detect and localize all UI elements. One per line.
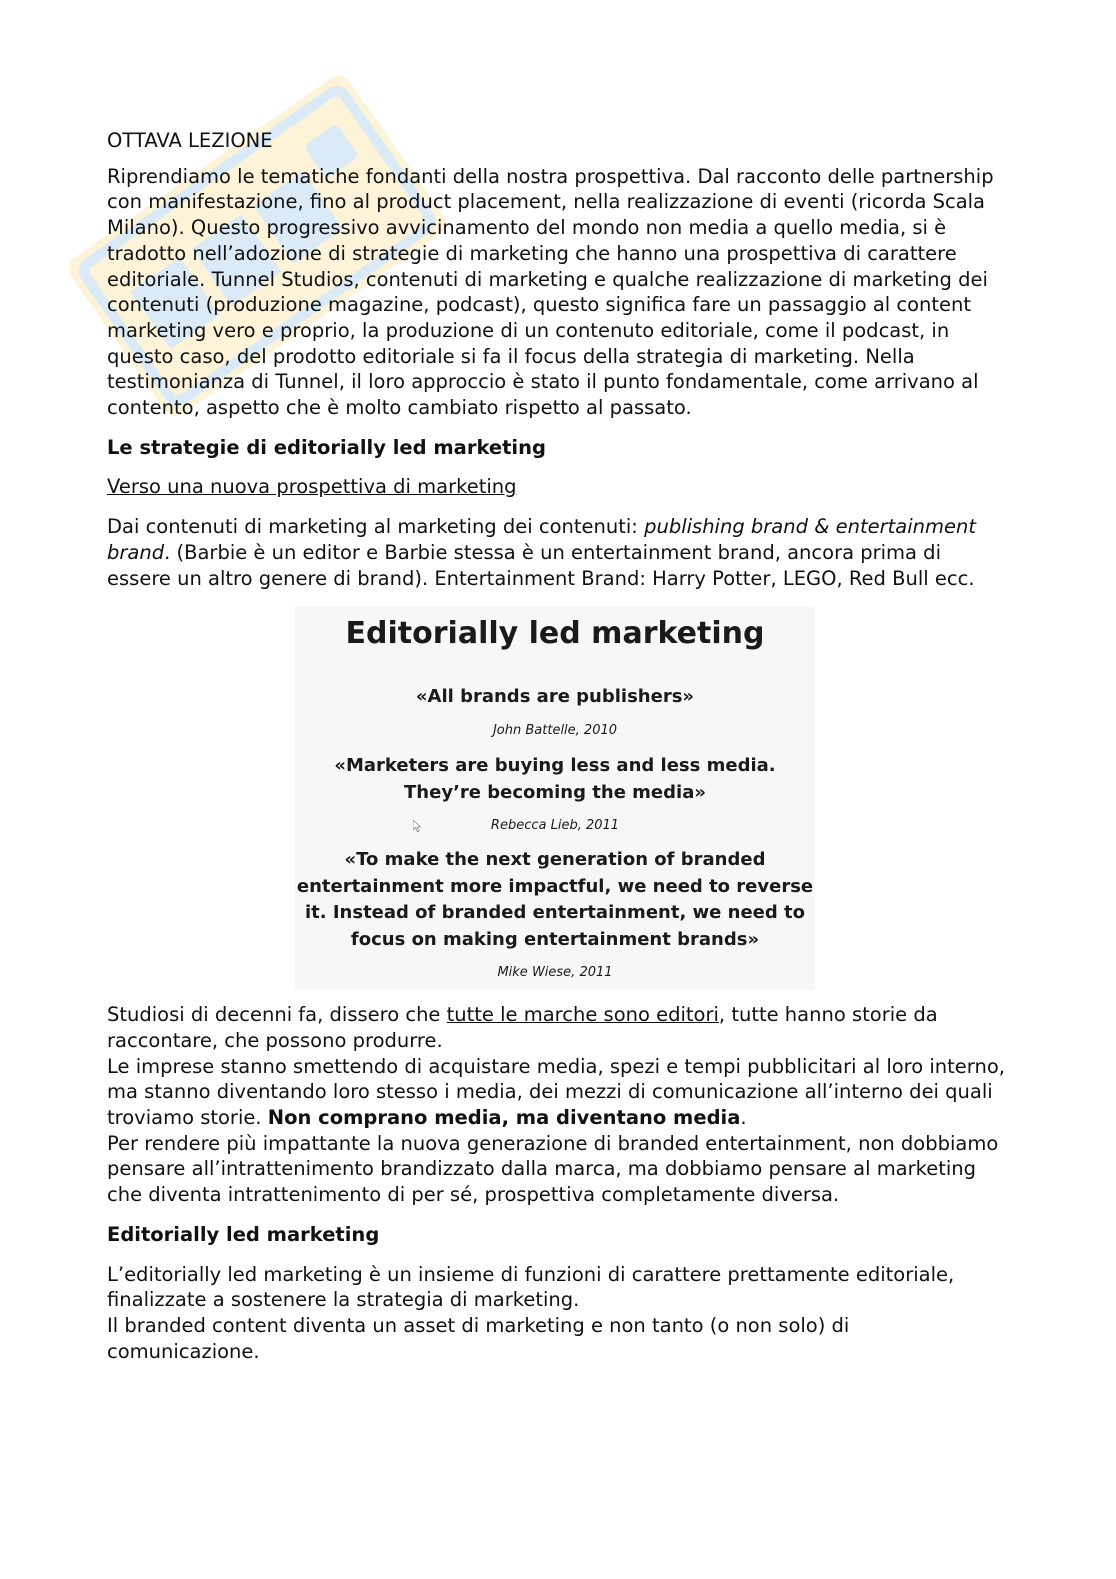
figure-author-lieb: Rebecca Lieb, 2011	[490, 818, 620, 834]
quote-line: «Marketers are buying less and less media.	[334, 755, 776, 777]
quote-line: entertainment more impactful, we need to reverse	[296, 875, 814, 897]
document-page	[107, 128, 1007, 1364]
paragraph-text: Il branded content diventa un asset di marketing e non tanto (o non solo) di comunicazione.	[107, 1313, 850, 1363]
underlined-phrase: tutte le marche sono editori	[446, 1003, 719, 1027]
paragraph-emphasis: publishing brand & entertainment brand	[107, 515, 976, 564]
mouse-cursor-icon	[413, 820, 421, 832]
quote-line: focus on making entertainment brands»	[350, 928, 760, 950]
paragraph-text: L’editorially led marketing è un insieme di funzioni di carattere prettamente editoriale, finalizzate a sostenere la strategia di marketing.	[107, 1262, 955, 1312]
content-marketing-paragraph	[107, 514, 1007, 591]
figure-quote-lieb	[295, 753, 815, 806]
paragraph-text: Le imprese stanno smettendo di acquistare media, spezi e tempi pubblicitari al loro interno, ma stanno diventando loro stesso i media, dei mezzi di comunicazione all’interno dei quali troviamo storie.	[107, 1054, 1005, 1130]
paragraph-text: .	[740, 1106, 747, 1130]
page-title: OTTAVA LEZIONE	[107, 129, 273, 152]
figure-quote-wiese	[295, 847, 815, 953]
quote-line: «To make the next generation of branded	[344, 849, 766, 871]
bold-phrase: Non comprano media, ma diventano media	[267, 1106, 741, 1130]
figure-quote-battelle: «All brands are publishers»	[415, 686, 695, 708]
quote-line: it. Instead of branded entertainment, we need to	[304, 902, 806, 924]
paragraph-text: Per rendere più impattante la nuova generazione di branded entertainment, non dobbiamo pensare all’intrattenimento brandizzato dalla marca, ma dobbiamo pensare al marketing che diventa intrattenimento di per sé, prospettiva completamente diversa.	[107, 1131, 999, 1207]
figure-author-battelle: John Battelle, 2010	[492, 723, 618, 739]
paragraph-text: Studiosi di decenni fa, dissero che	[107, 1003, 447, 1027]
paragraph-text: , tutte hanno storie da raccontare, che possono produrre.	[107, 1003, 938, 1052]
quotes-figure	[295, 606, 815, 990]
definition-paragraph	[107, 1262, 1007, 1365]
subheading-new-perspective: Verso una nuova prospettiva di marketing	[107, 475, 517, 499]
intro-paragraph: Riprendiamo le tematiche fondanti della nostra prospettiva. Dal racconto delle partnership con manifestazione, fino al product placement, nella realizzazione di eventi (ricorda Scala Milano). Questo progressivo avvicinamento del mondo non media a quello media, si è tradotto nell’adozione di strategie di marketing che hanno una prospettiva di carattere editoriale. Tunnel Studios, contenuti di marketing e qualche realizzazione di marketing dei contenuti (produzione magazine, podcast), questo significa fare un passaggio al content marketing vero e proprio, la produzione di un contenuto editoriale, come il podcast, in questo caso, del prodotto editoriale si fa il focus della strategia di marketing. Nella testimonianza di Tunnel, il loro approccio è stato il punto fondamentale, come arrivano al contento, aspetto che è molto cambiato rispetto al passato.	[107, 164, 994, 420]
section-heading-editorially-led: Editorially led marketing	[107, 1222, 380, 1246]
paragraph-lead: Dai contenuti di marketing al marketing dei contenuti:	[107, 515, 645, 539]
section-heading-strategies: Le strategie di editorially led marketing	[107, 435, 546, 459]
quote-line: They’re becoming the media»	[404, 781, 706, 803]
figure-author-wiese: Mike Wiese, 2011	[497, 965, 613, 981]
publishers-paragraph	[107, 1002, 1007, 1208]
figure-title: Editorially led marketing	[345, 616, 765, 652]
paragraph-rest: . (Barbie è un editor e Barbie stessa è un entertainment brand, ancora prima di essere un altro genere di brand). Entertainment Brand: Harry Potter, LEGO, Red Bull ecc.	[107, 540, 975, 590]
